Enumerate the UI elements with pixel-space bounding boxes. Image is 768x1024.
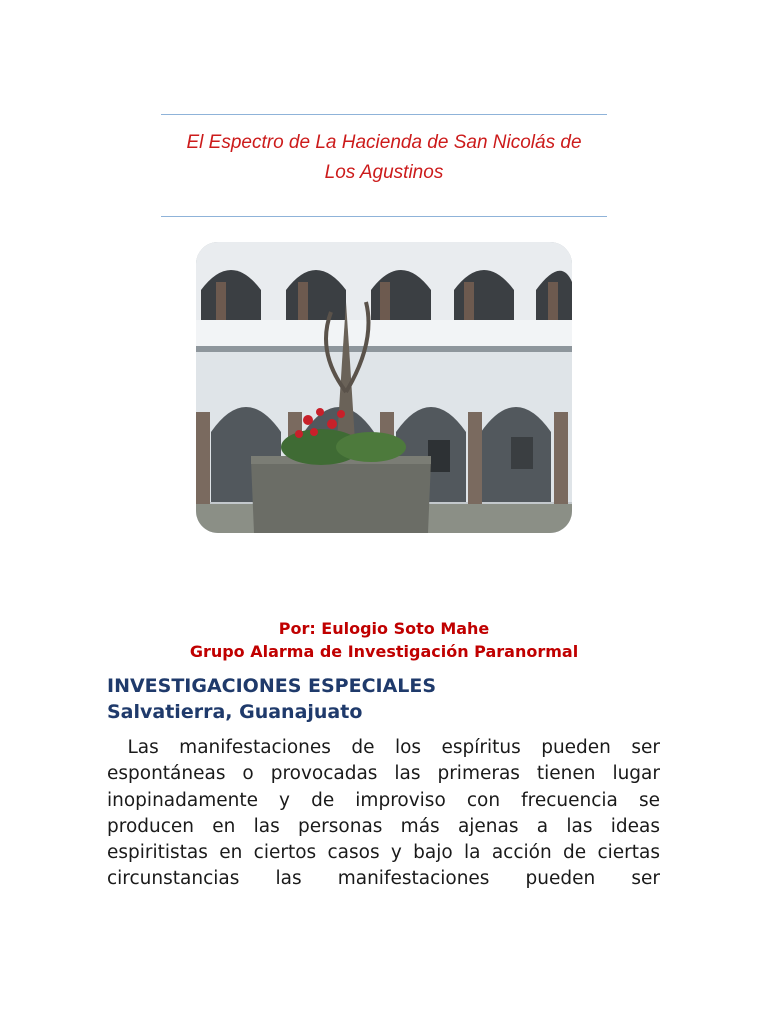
section-location: Salvatierra, Guanajuato <box>107 701 363 723</box>
section-header <box>107 673 667 725</box>
title-top-rule <box>161 114 607 115</box>
section-heading: INVESTIGACIONES ESPECIALES <box>107 675 437 697</box>
byline <box>100 617 668 663</box>
hacienda-photo <box>196 242 572 533</box>
author-line: Por: Eulogio Soto Mahe <box>278 619 490 638</box>
title-bottom-rule <box>161 216 607 217</box>
title-line-2: Los Agustinos <box>324 162 444 183</box>
document-title <box>161 128 607 188</box>
body-paragraph: Las manifestaciones de los espíritus pueden ser espontáneas o provocadas las primeras tienen lugar inopinadamente y de improviso con frecuencia se producen en las personas más ajenas a las ideas espiritistas en ciertos casos y bajo la acción de ciertas circunstancias las manifestaciones pueden ser <box>107 737 666 890</box>
title-line-1: El Espectro de La Hacienda de San Nicolás de <box>186 132 582 153</box>
group-line: Grupo Alarma de Investigación Paranormal <box>189 642 579 661</box>
